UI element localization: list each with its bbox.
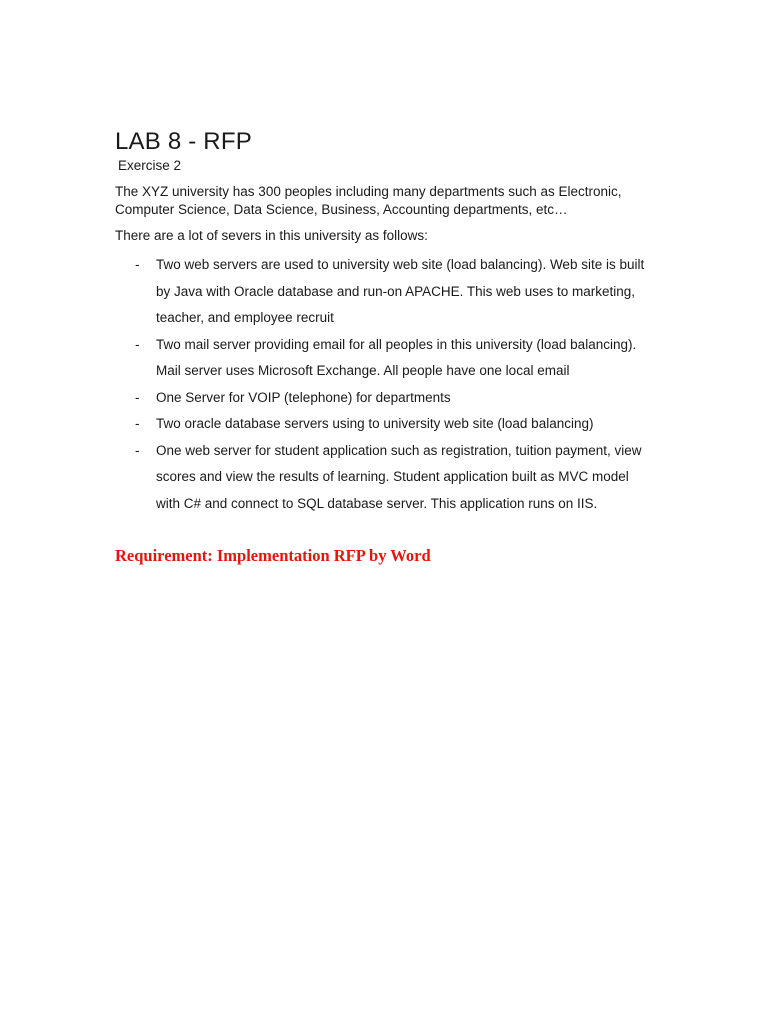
intro-paragraph: The XYZ university has 300 peoples including many departments such as Electronic, Computer Science, Data Science, Business, Accounting departments, etc… bbox=[115, 184, 622, 217]
list-item-text: One Server for VOIP (telephone) for departments bbox=[156, 389, 451, 405]
list-item-text: Two oracle database servers using to university web site (load balancing) bbox=[156, 416, 594, 431]
server-list bbox=[115, 252, 655, 517]
dash-bullet: - bbox=[135, 442, 140, 458]
dash-bullet: - bbox=[135, 389, 140, 405]
exercise-subtitle: Exercise 2 bbox=[118, 158, 182, 173]
list-item bbox=[115, 252, 655, 332]
list-item bbox=[115, 411, 655, 438]
list-item bbox=[115, 438, 655, 518]
requirement-heading: Requirement: Implementation RFP by Word bbox=[115, 546, 431, 565]
list-item-text: One web server for student application such as registration, tuition payment, view scores and view the results of learning. Student application built as MVC model with C# and connect to SQL database server. This application runs on IIS. bbox=[156, 442, 642, 511]
list-item bbox=[115, 332, 655, 385]
list-item-text: Two mail server providing email for all peoples in this university (load balancing). Mail server uses Microsoft Exchange. All people have one local email bbox=[156, 336, 637, 378]
servers-intro-paragraph: There are a lot of severs in this university as follows: bbox=[115, 228, 428, 243]
list-item-text: Two web servers are used to university web site (load balancing). Web site is built by Java with Oracle database and run-on APACHE. This web uses to marketing, teacher, and employee recruit bbox=[156, 257, 645, 325]
document-title: LAB 8 - RFP bbox=[115, 128, 252, 155]
list-item bbox=[115, 385, 655, 412]
dash-bullet: - bbox=[135, 336, 140, 352]
dash-bullet: - bbox=[135, 257, 140, 272]
dash-bullet: - bbox=[135, 416, 140, 431]
